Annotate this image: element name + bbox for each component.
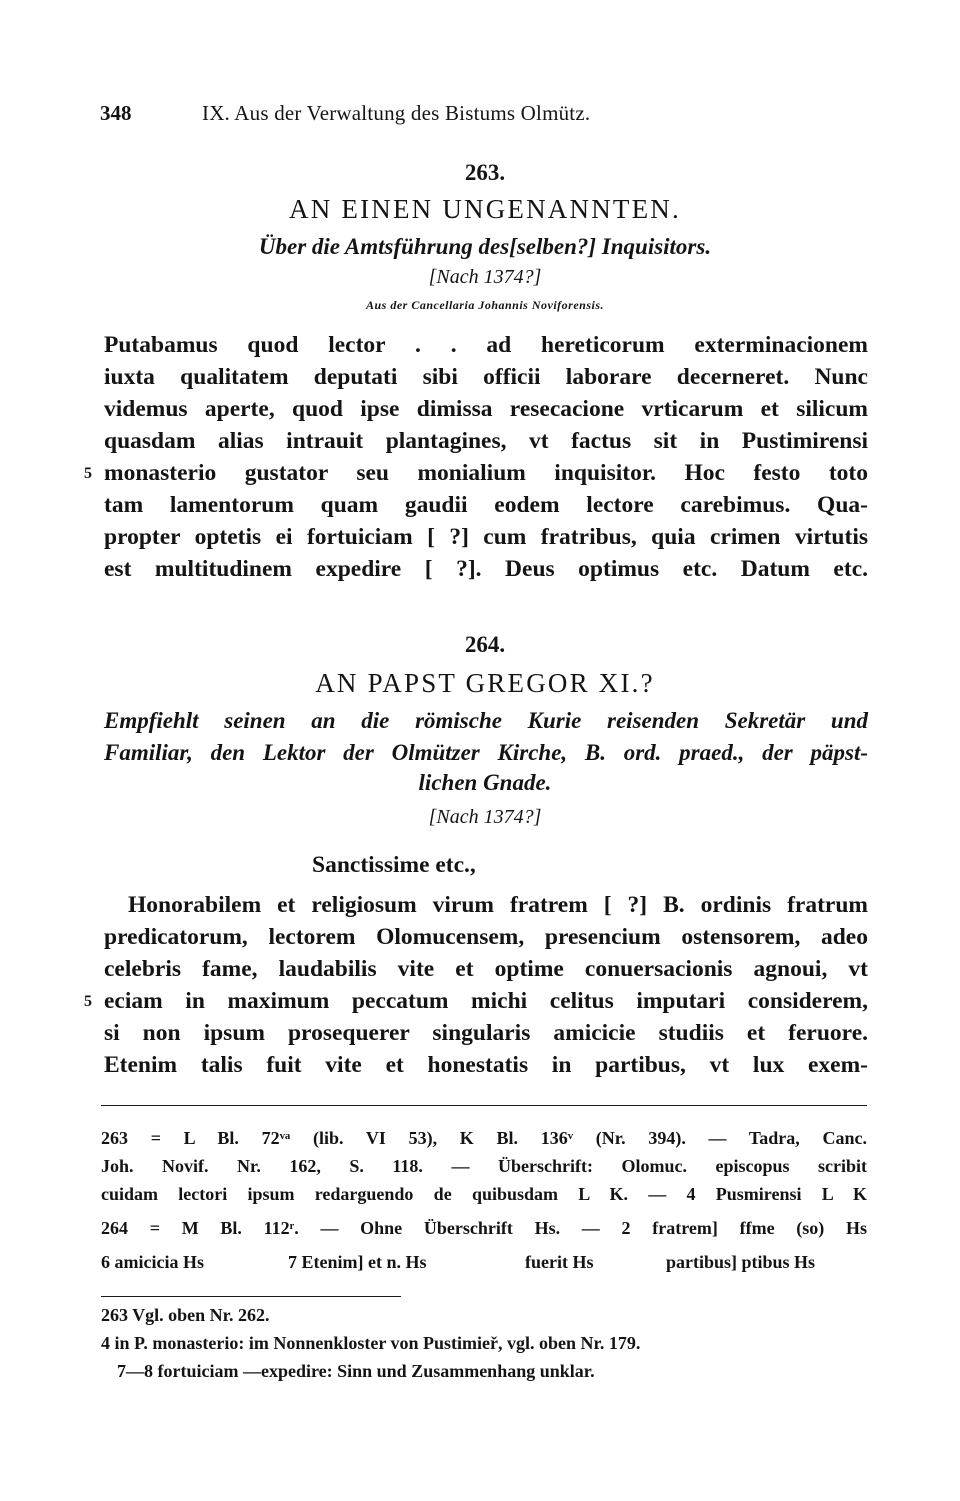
letter-264-line-1: Honorabilem et religiosum virum fratrem [ ?] B. ordinis fratrum <box>128 892 868 918</box>
letter-264-summary-1: Empfiehlt seinen an die römische Kurie reisenden Sekretär und <box>104 708 868 733</box>
letter-264-title: AN PAPST GREGOR XI.? <box>315 668 655 698</box>
apparatus-variant-1: 6 amicicia Hs <box>101 1252 204 1272</box>
letter-264-summary-3: lichen Gnade. <box>418 770 552 795</box>
letter-263-title: AN EINEN UNGENANNTEN. <box>289 194 681 224</box>
letter-264-line-2: predicatorum, lectorem Olomucensem, presencium ostensorem, adeo <box>104 924 868 950</box>
letter-264-summary-2: Familiar, den Lektor der Olmützer Kirche, B. ord. praed., der päpst- <box>104 740 868 765</box>
letter-263-line-2: iuxta qualitatem deputati sibi officii laborare decerneret. Nunc <box>104 364 868 390</box>
apparatus-variant-3: fuerit Hs <box>525 1252 594 1272</box>
letter-264-line-3: celebris fame, laudabilis vite et optime conuersacionis agnoui, vt <box>104 956 868 982</box>
letter-263-number: 263. <box>464 160 506 185</box>
letter-264-number: 264. <box>464 632 506 657</box>
letter-263-source: Aus der Cancellaria Johannis Noviforensis. <box>365 298 605 312</box>
letter-263-line-6: tam lamentorum quam gaudii eodem lectore carebimus. Qua- <box>104 492 868 518</box>
letter-264-line-4: eciam in maximum peccatum michi celitus imputari considerem, <box>104 988 868 1014</box>
apparatus-263-line-1: 263 = L Bl. 72ᵛᵃ (lib. VI 53), K Bl. 136ᵛ (Nr. 394). — Tadra, Canc. <box>101 1128 867 1148</box>
letter-264-line-5: si non ipsum prosequerer singularis amicicie studiis et feruore. <box>104 1020 868 1046</box>
apparatus-variant-2: 7 Etenim] et n. Hs <box>288 1252 427 1272</box>
letter-263-margin-number: 5 <box>84 465 92 482</box>
commentary-line-2: 4 in P. monasterio: im Nonnenkloster von Pustimieř, vgl. oben Nr. 179. <box>101 1333 641 1353</box>
letter-264-margin-number: 5 <box>84 993 92 1010</box>
apparatus-263-line-2: Joh. Novif. Nr. 162, S. 118. — Überschrift: Olomuc. episcopus scribit <box>101 1156 867 1176</box>
apparatus-263-line-3: cuidam lectori ipsum redarguendo de quibusdam L K. — 4 Pusmirensi L K <box>101 1184 867 1204</box>
running-title: IX. Aus der Verwaltung des Bistums Olmütz. <box>202 101 591 125</box>
running-head <box>100 101 870 131</box>
commentary-rule <box>101 1296 401 1297</box>
apparatus-rule <box>101 1105 867 1106</box>
letter-263-line-7: propter optetis ei fortuiciam [ ?] cum fratribus, quia crimen virtutis <box>104 524 868 550</box>
apparatus-264-line: 264 = M Bl. 112ʳ. — Ohne Überschrift Hs. — 2 fratrem] ffme (so) Hs <box>101 1218 867 1238</box>
letter-264-line-6: Etenim talis fuit vite et honestatis in partibus, vt lux exem- <box>104 1052 868 1078</box>
letter-264-date: [Nach 1374?] <box>428 806 542 828</box>
letter-263-line-8: est multitudinem expedire [ ?]. Deus optimus etc. Datum etc. <box>104 556 868 582</box>
letter-263-line-3: videmus aperte, quod ipse dimissa resecacione vrticarum et silicum <box>104 396 868 422</box>
letter-263-date: [Nach 1374?] <box>428 266 542 288</box>
letter-263-line-4: quasdam alias intrauit plantagines, vt factus sit in Pustimirensi <box>104 428 868 454</box>
letter-263-line-1: Putabamus quod lector . . ad hereticorum exterminacionem <box>104 332 868 358</box>
commentary-line-3: 7—8 fortuiciam —expedire: Sinn und Zusammenhang unklar. <box>117 1361 595 1381</box>
letter-263-line-5: monasterio gustator seu monialium inquisitor. Hoc festo toto <box>104 460 868 486</box>
page-number: 348 <box>100 101 132 125</box>
letter-264-salutation: Sanctissime etc., <box>312 852 476 878</box>
apparatus-variant-4: partibus] ptibus Hs <box>666 1252 816 1272</box>
letter-263-subtitle: Über die Amtsführung des[selben?] Inquisitors. <box>258 234 712 259</box>
commentary-line-1: 263 Vgl. oben Nr. 262. <box>101 1305 270 1325</box>
